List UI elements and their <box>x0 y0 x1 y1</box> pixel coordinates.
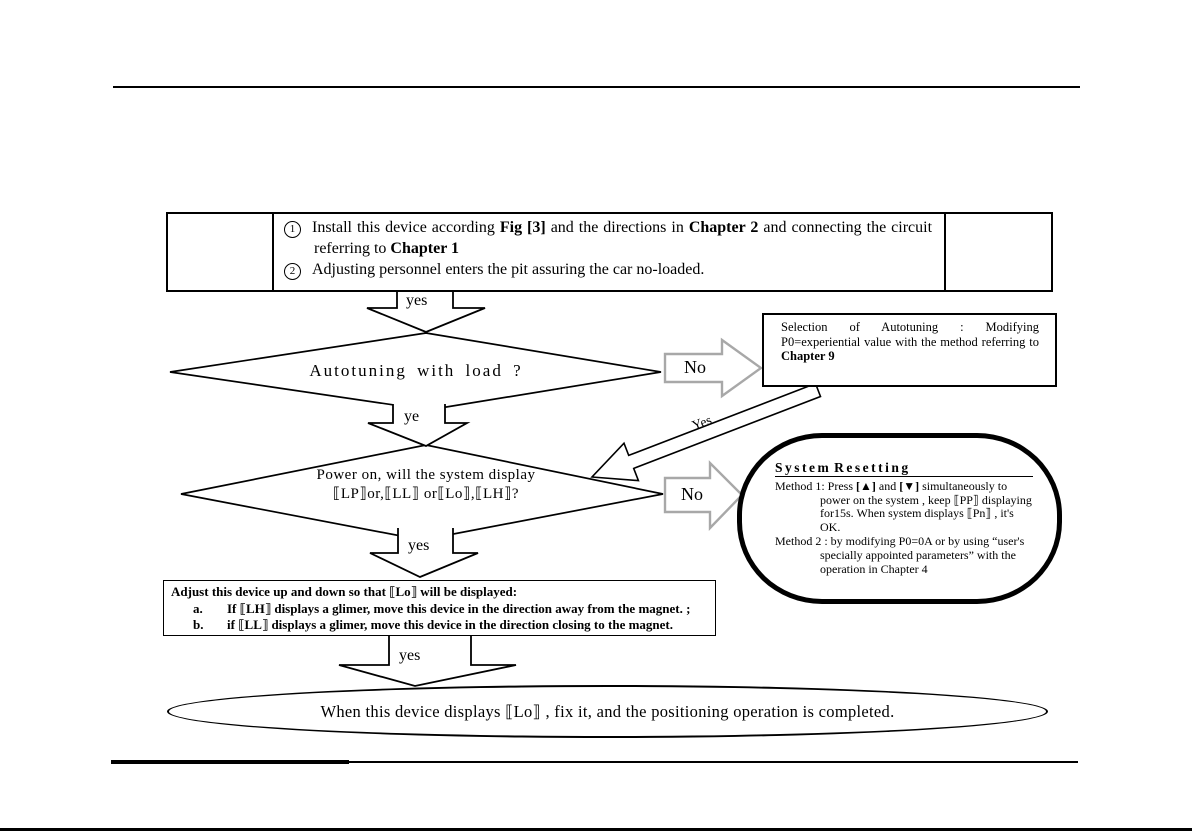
arrow-no-2 <box>665 463 742 528</box>
instruction-item-1 <box>284 217 932 259</box>
item-b-label: b. <box>193 617 204 632</box>
item-b-text: if ⟦LL⟧ displays a glimer, move this device in the direction closing to the magnet. <box>227 617 673 632</box>
selection-text: Selection of Autotuning : Modifying P0=experiential value with the method referring to <box>781 320 1039 349</box>
instruction-box-divider-left <box>272 214 274 290</box>
label-yes-bottom: yes <box>399 647 421 664</box>
method-1 <box>775 480 1033 535</box>
diamond-1-question: Autotuning with load ? <box>309 361 523 380</box>
completion-text: When this device displays ⟦Lo⟧ , fix it, and the positioning operation is completed. <box>320 701 895 721</box>
circled-number-2: 2 <box>284 263 301 280</box>
label-no-1: No <box>684 357 706 377</box>
method-2 <box>775 535 1033 576</box>
label-yes-top: yes <box>406 292 428 309</box>
instruction-text-block <box>284 217 932 280</box>
method-1-text-1: Press <box>824 478 857 493</box>
item-a-text: If ⟦LH⟧ displays a glimer, move this device in the direction away from the magnet. ; <box>227 600 691 616</box>
method-1-text-3: simultaneously to power on the system , keep ⟦PP⟧ displaying for15s. When system displays ⟦Pn⟧ , it's OK. <box>820 478 1032 535</box>
method-1-label: Method 1: <box>775 478 825 493</box>
instruction-2-text: Adjusting personnel enters the pit assuring the car no-loaded. <box>312 261 705 278</box>
method-1-text-2: and <box>875 478 900 493</box>
method-2-label: Method 2 : <box>775 533 828 548</box>
completion-ellipse <box>167 685 1048 738</box>
instruction-item-2 <box>284 259 932 280</box>
adjust-intro: Adjust this device up and down so that ⟦Lo⟧ will be displayed: <box>171 584 518 599</box>
system-resetting-content <box>775 461 1033 576</box>
label-yes-diagonal: Yes <box>689 412 714 433</box>
adjust-device-content <box>171 584 711 634</box>
label-ye: ye <box>404 408 420 425</box>
chapter-2-reference: Chapter 2 <box>688 219 759 236</box>
down-key-icon: [▼] <box>899 478 920 493</box>
instruction-1-text: Install this device according <box>312 219 500 236</box>
arrow-down-yes-3 <box>339 634 516 686</box>
adjust-item-b <box>171 617 711 634</box>
method-2-text: by modifying P0=0A or by using “user's specially appointed parameters” with the operation in Chapter 4 <box>820 533 1025 576</box>
diamond-2-question <box>256 466 596 504</box>
adjust-item-a <box>171 601 711 618</box>
label-yes-lower: yes <box>408 537 430 554</box>
chapter-1-reference: Chapter 1 <box>390 240 459 257</box>
instruction-1-text-2: and the directions in <box>545 219 689 236</box>
chapter-9-reference: Chapter 9 <box>781 349 835 363</box>
label-no-2: No <box>681 484 703 504</box>
selection-of-autotuning-text <box>781 320 1039 364</box>
circled-number-1: 1 <box>284 221 301 238</box>
diamond-2-line-1: Power on, will the system display <box>316 467 536 483</box>
diamond-2-line-2: ⟦LP⟧or,⟦LL⟧ or⟦Lo⟧,⟦LH⟧? <box>332 486 520 502</box>
instruction-box-divider-right <box>944 214 946 290</box>
up-key-icon: [▲] <box>856 478 876 493</box>
item-a-label: a. <box>193 600 203 616</box>
arrow-no-1 <box>665 340 761 396</box>
system-resetting-title: System Resetting <box>775 461 1033 477</box>
fig-reference: Fig [3] <box>499 219 546 236</box>
instruction-1-text-3: and connecting the circuit referring to <box>314 219 933 257</box>
